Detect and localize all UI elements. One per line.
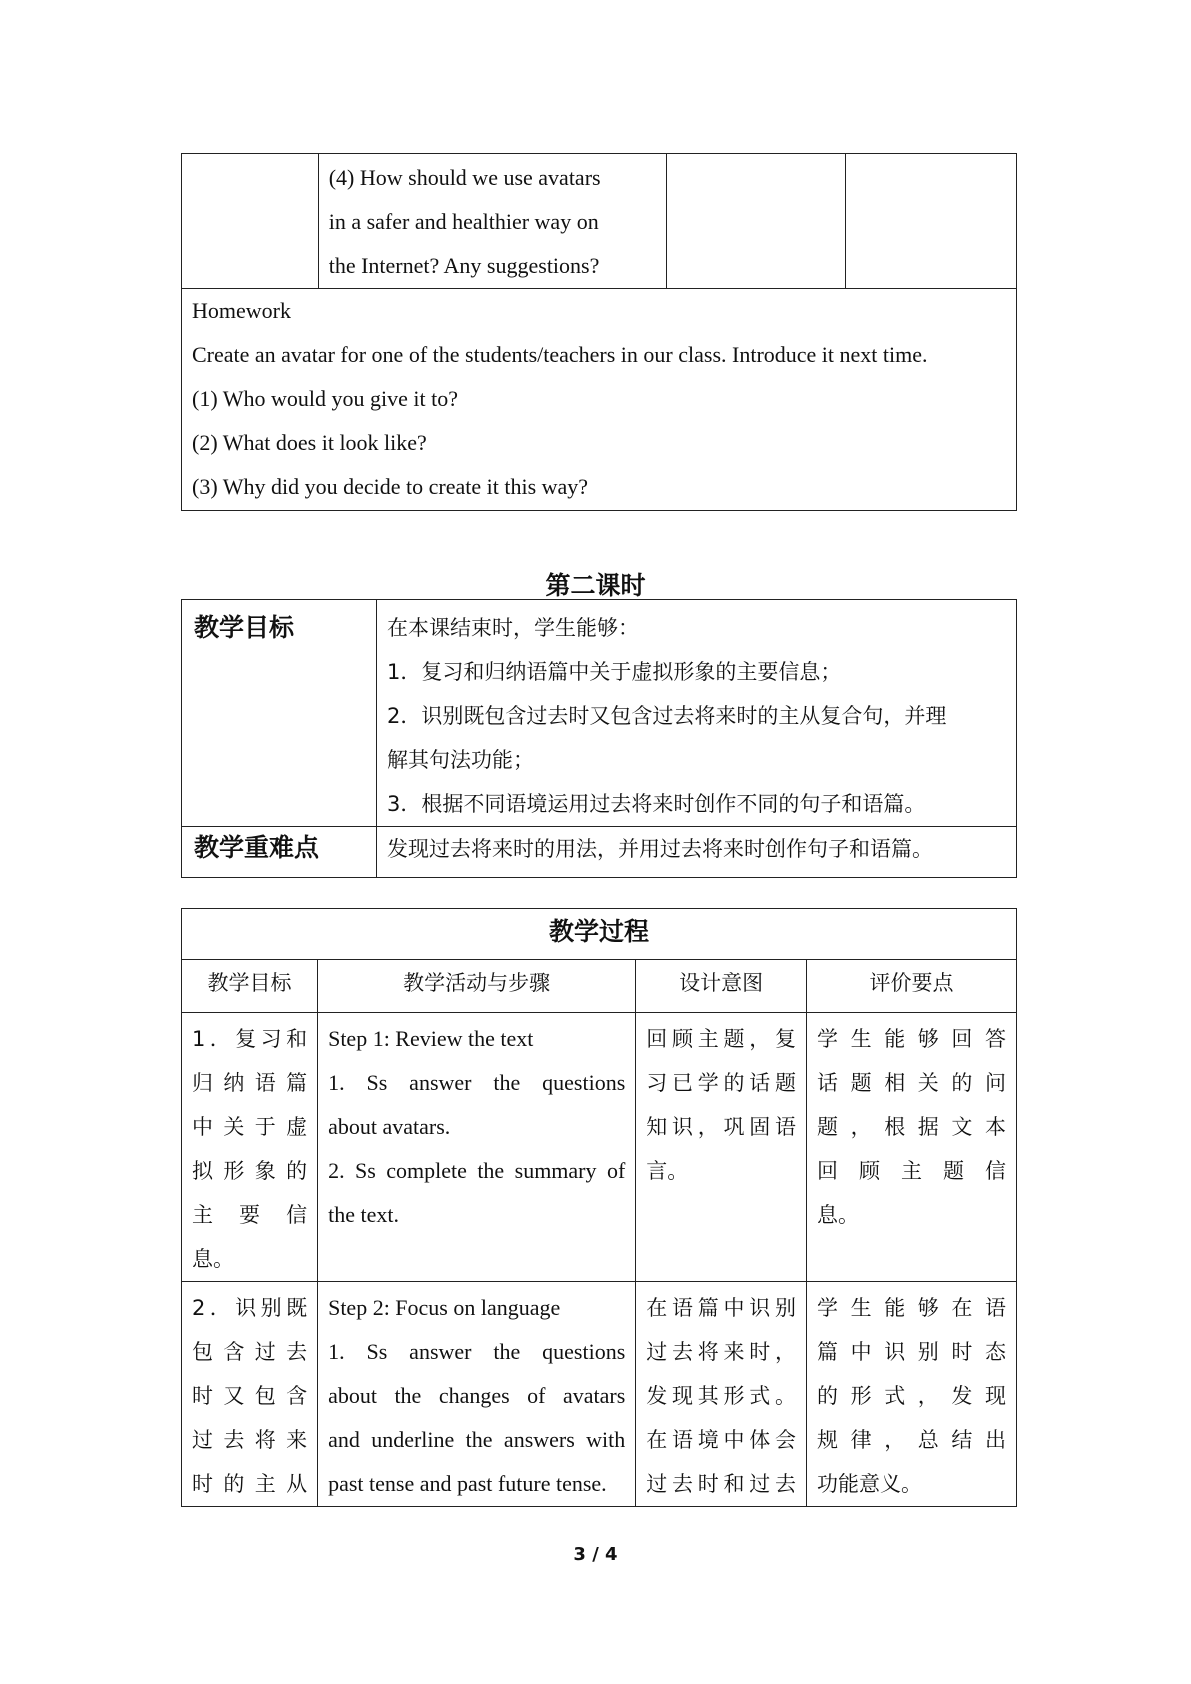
goal-line: 息。 [192, 1247, 234, 1271]
process-title-cell [182, 909, 1017, 960]
intent-line: 在语篇中识别 [646, 1296, 796, 1320]
objectives-line: 3．根据不同语境运用过去将来时创作不同的句子和语篇。 [387, 792, 926, 816]
goal-line: 过去将来 [192, 1428, 308, 1452]
activity-cell-q4 [318, 154, 666, 289]
homework-line: (1) Who would you give it to? [192, 386, 458, 411]
keypoints-label-cell [182, 827, 377, 878]
keypoints-text: 发现过去将来时的用法，并用过去将来时创作句子和语篇。 [387, 837, 933, 861]
goal-line: 中关于虚 [192, 1115, 308, 1139]
header-eval [806, 960, 1016, 1013]
goal-line: 时的主从 [192, 1472, 308, 1496]
objectives-content-cell [377, 600, 1017, 827]
intent-line: 发现其形式。 [646, 1384, 796, 1408]
q4-line: in a safer and healthier way on [328, 209, 599, 234]
eval-line: 篇中识别时态 [816, 1340, 1006, 1364]
eval-line: 息。 [816, 1203, 859, 1227]
activity-line: the text. [328, 1202, 399, 1227]
homework-line: (2) What does it look like? [192, 430, 427, 455]
process-title: 教学过程 [548, 917, 649, 946]
header-goal-text: 教学目标 [207, 971, 292, 995]
intent-cell [636, 1282, 807, 1507]
header-intent-text: 设计意图 [679, 971, 764, 995]
activity-line: Step 2: Focus on language [328, 1295, 561, 1320]
goal-line: 包含过去 [192, 1340, 308, 1364]
eval-line: 题，根据文本 [816, 1115, 1006, 1139]
page-number: 3 / 4 [573, 1544, 618, 1565]
goal-line: 时又包含 [192, 1384, 308, 1408]
lesson-title: 第二课时 [545, 571, 646, 600]
eval-line: 话题相关的问 [816, 1071, 1006, 1095]
intent-line: 过去时和过去 [646, 1472, 796, 1496]
intent-line: 知识，巩固语 [646, 1115, 796, 1139]
empty-eval-cell [845, 154, 1016, 289]
q4-lines [329, 154, 656, 288]
q4-line: (4) How should we use avatars [328, 165, 601, 190]
eval-line: 回 顾 主 题 信 [816, 1159, 1006, 1183]
activity-line: past tense and past future tense. [328, 1471, 607, 1496]
goal-line: 主 要 信 [192, 1203, 308, 1227]
objectives-table [181, 599, 1017, 878]
activity-line: Step 1: Review the text [328, 1026, 534, 1051]
objectives-label-cell [182, 600, 377, 827]
activity-cell [318, 1013, 636, 1282]
intent-line: 回顾主题，复 [646, 1027, 796, 1051]
homework-heading: Homework [192, 298, 291, 323]
table-row [182, 1282, 1017, 1507]
eval-cell [806, 1013, 1016, 1282]
eval-cell [806, 1282, 1016, 1507]
objectives-line: 在本课结束时，学生能够： [387, 616, 639, 640]
activity-line: 1. Ss answer the questions [328, 1339, 626, 1364]
empty-intent-cell [667, 154, 846, 289]
objectives-label: 教学目标 [194, 613, 295, 642]
objectives-line: 2．识别既包含过去时又包含过去将来时的主从复合句，并理 [387, 704, 947, 728]
goal-line: 2．识别既 [192, 1296, 308, 1320]
goal-line: 归纳语篇 [192, 1071, 308, 1095]
empty-goal-cell [182, 154, 319, 289]
goal-cell [182, 1013, 318, 1282]
goal-cell [182, 1282, 318, 1507]
goal-line: 拟形象的 [192, 1159, 308, 1183]
activity-line: about the changes of avatars [328, 1383, 626, 1408]
intent-line: 习已学的话题 [646, 1071, 796, 1095]
homework-line: Create an avatar for one of the students/teachers in our class. Introduce it next time. [192, 342, 928, 367]
header-eval-text: 评价要点 [869, 971, 954, 995]
intent-line: 言。 [646, 1159, 689, 1183]
goal-line: 1．复习和 [192, 1027, 308, 1051]
eval-line: 规律，总结出 [816, 1428, 1006, 1452]
eval-line: 功能意义。 [816, 1472, 922, 1496]
intent-line: 在语境中体会 [646, 1428, 796, 1452]
activity-line: and underline the answers with [328, 1427, 626, 1452]
eval-line: 的形式，发现 [816, 1384, 1006, 1408]
eval-line: 学生能够回答 [816, 1027, 1006, 1051]
objectives-line: 1．复习和归纳语篇中关于虚拟形象的主要信息； [387, 660, 842, 684]
activity-line: 1. Ss answer the questions [328, 1070, 626, 1095]
activity-cell [318, 1282, 636, 1507]
keypoints-content-cell [377, 827, 1017, 878]
homework-line: (3) Why did you decide to create it this way? [192, 474, 589, 499]
homework-cell [182, 289, 1017, 511]
keypoints-label: 教学重难点 [194, 833, 320, 862]
header-activity-text: 教学活动与步骤 [403, 971, 551, 995]
continuation-table [181, 153, 1017, 511]
intent-cell [636, 1013, 807, 1282]
intent-line: 过去将来时， [646, 1340, 796, 1364]
table-row [182, 1013, 1017, 1282]
header-activity [318, 960, 636, 1013]
process-table [181, 908, 1017, 1507]
eval-line: 学生能够在语 [816, 1296, 1006, 1320]
header-intent [636, 960, 807, 1013]
activity-line: 2. Ss complete the summary of [328, 1158, 626, 1183]
q4-line: the Internet? Any suggestions? [328, 253, 600, 278]
activity-line: about avatars. [328, 1114, 451, 1139]
objectives-line: 解其句法功能； [387, 748, 534, 772]
header-goal [182, 960, 318, 1013]
